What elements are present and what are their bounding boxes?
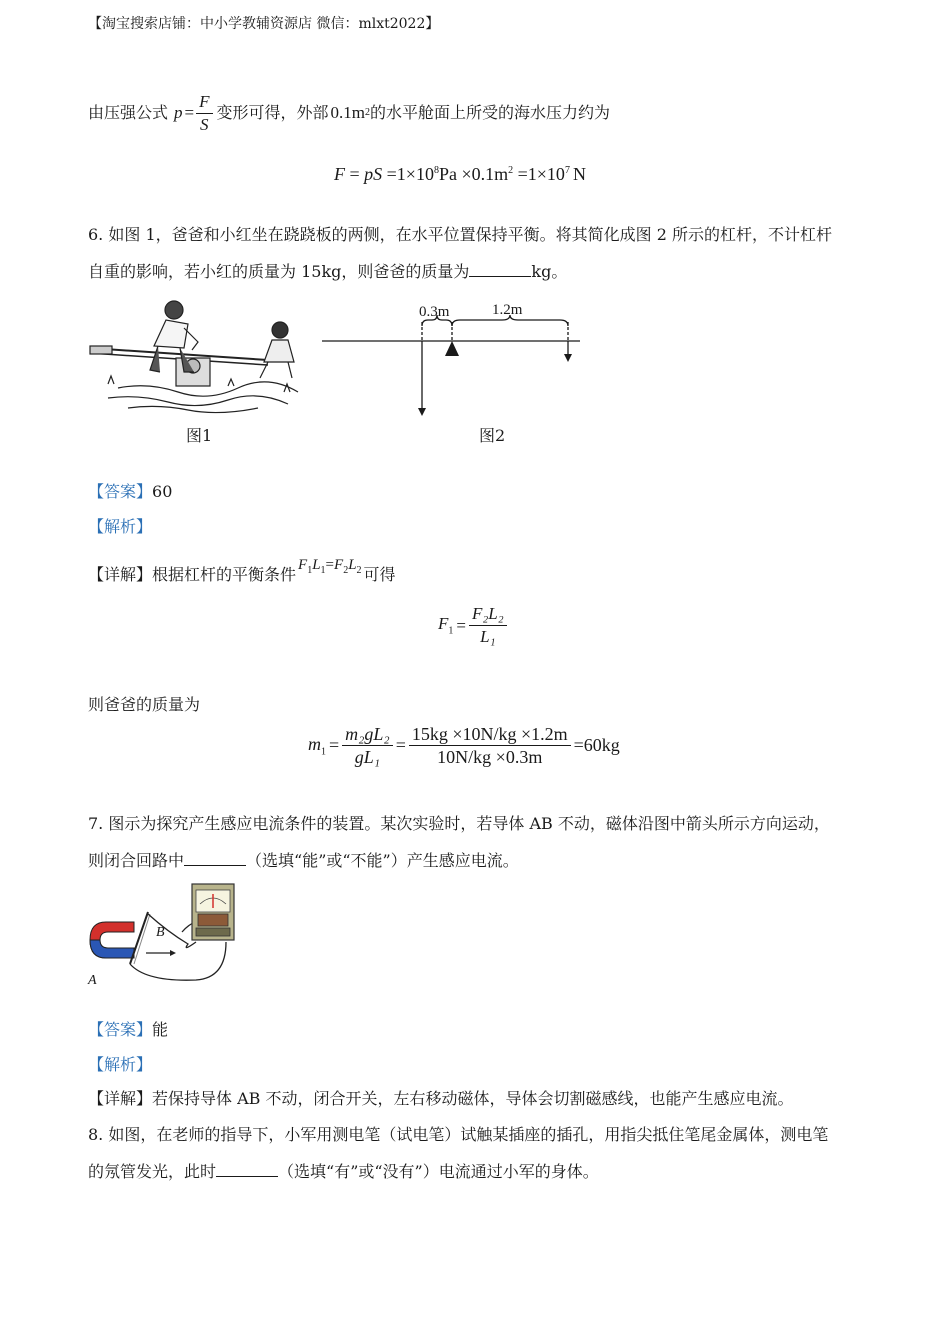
balance-condition: $F_1L_1=F_2L_2$ (298, 557, 362, 576)
eq-exp3: 7 (564, 165, 570, 176)
pressure-fraction (196, 92, 212, 135)
detail-suffix: 可得 (363, 565, 396, 584)
calc-denominator: 10N/kg ×0.3m (437, 747, 543, 767)
q6-analysis-tag: 【解析】 (88, 517, 153, 536)
q7-answer-line (88, 1020, 168, 1040)
q7-line2-suffix: （选填“能”或“不能”）产生感应电流。 (246, 851, 519, 870)
line-mid: 变形可得，外部 (216, 103, 329, 122)
seesaw-illustration (88, 296, 306, 414)
q6-line2 (88, 262, 567, 282)
q8-line2 (88, 1162, 599, 1182)
left-length-label: 0.3m (419, 304, 450, 320)
m1-eq: = (329, 735, 340, 755)
m1-denominator: gL₁ (354, 747, 381, 767)
line-suffix: 的水平舱面上所受的海水压力约为 (370, 103, 611, 122)
formula-p: p (174, 103, 183, 122)
f1-equation (438, 604, 507, 647)
label-b: B (156, 925, 165, 940)
eq-part5: N (572, 164, 586, 184)
formula-eq: = (184, 103, 195, 122)
q6-line2-suffix: kg。 (531, 262, 568, 281)
q8-line1: 8. 如图，在老师的指导下，小军用测电笔（试电笔）试触某插座的插孔，用指尖抵住笔尾金属体，测电笔 (88, 1125, 829, 1144)
fraction-numerator: F (196, 92, 212, 114)
f1-fraction (469, 604, 507, 647)
detail-text: 若保持导体 AB 不动，闭合开关，左右移动磁体，导体会切割磁感线，也能产生感应电流。 (152, 1089, 794, 1108)
answer-tag: 【答案】 (88, 482, 153, 501)
f1-denominator: L₁ (480, 627, 496, 646)
mass-equation (308, 724, 620, 767)
answer-blank (184, 851, 246, 866)
eq-lhs: F (334, 164, 345, 184)
q6-detail-line (88, 558, 396, 592)
pressure-formula-line (88, 83, 610, 143)
induction-apparatus (86, 880, 246, 988)
force-equation (334, 164, 586, 185)
magnet-south (90, 940, 134, 958)
line-prefix: 由压强公式 (88, 103, 169, 122)
m1-lhs: $m_1$ (308, 733, 326, 758)
answer-blank (216, 1162, 278, 1177)
fig1-caption: 图1 (186, 426, 213, 445)
fraction-denominator: S (200, 114, 209, 134)
q7-analysis-tag: 【解析】 (88, 1055, 153, 1074)
right-length-label: 1.2m (492, 302, 523, 318)
eq-exp1: 8 (433, 165, 439, 176)
conductor-ab (130, 912, 148, 964)
f1-numerator: F₂L₂ (469, 604, 507, 626)
mass-line: 则爸爸的质量为 (88, 695, 201, 714)
q8-line2-suffix: （选填“有”或“没有”）电流通过小军的身体。 (278, 1162, 599, 1181)
left-arrow-head (418, 408, 426, 416)
eq-exp2: 2 (508, 165, 514, 176)
f1-eq: = (456, 615, 466, 635)
lever-diagram (318, 296, 586, 420)
m1-numerator: m₂gL₂ (342, 724, 393, 746)
f1-lhs: $F_1$ (438, 614, 454, 637)
calc-fraction (409, 724, 571, 767)
q7-detail-line (88, 1089, 794, 1109)
label-a: A (88, 973, 97, 988)
m1-fraction (342, 724, 393, 767)
detail-tag: 【详解】 (88, 1089, 153, 1108)
calc-eq: = (395, 735, 406, 755)
eq-part4: =1×10 (517, 164, 565, 184)
right-arrow-head (564, 354, 572, 362)
area-value: 0.1m (330, 103, 365, 122)
calc-numerator: 15kg ×10N/kg ×1.2m (409, 724, 571, 746)
detail-text: 根据杠杆的平衡条件 (152, 565, 297, 584)
q7-line2 (88, 851, 519, 871)
eq-part2: =1×10 (386, 164, 434, 184)
mass-result: =60kg (573, 735, 620, 755)
answer-value: 能 (152, 1020, 169, 1039)
q6-line2-prefix: 自重的影响，若小红的质量为 15kg，则爸爸的质量为 (88, 262, 470, 281)
eq-part1: = pS (349, 164, 383, 184)
fulcrum-triangle (445, 341, 459, 356)
answer-blank (469, 262, 531, 277)
answer-value: 60 (152, 482, 173, 501)
eq-part3: Pa ×0.1m (438, 164, 509, 184)
q8-line2-prefix: 的氖管发光，此时 (88, 1162, 217, 1181)
q6-line1: 6. 如图 1，爸爸和小红坐在跷跷板的两侧，在水平位置保持平衡。将其简化成图 2 所示的杠杆，不计杠杆 (88, 225, 832, 244)
fig2-caption: 图2 (479, 426, 506, 445)
wire-bottom (130, 942, 226, 980)
answer-tag: 【答案】 (88, 1020, 153, 1039)
detail-tag: 【详解】 (88, 565, 153, 584)
q7-line2-prefix: 则闭合回路中 (88, 851, 185, 870)
q6-answer-line (88, 482, 172, 502)
q7-line1: 7. 图示为探究产生感应电流条件的装置。某次实验时，若导体 AB 不动，磁体沿图中箭头所示方向运动， (88, 814, 830, 833)
page-header: 【淘宝搜索店铺：中小学教辅资源店 微信：mlxt2022】 (88, 16, 440, 32)
area-exponent: 2 (365, 107, 370, 118)
